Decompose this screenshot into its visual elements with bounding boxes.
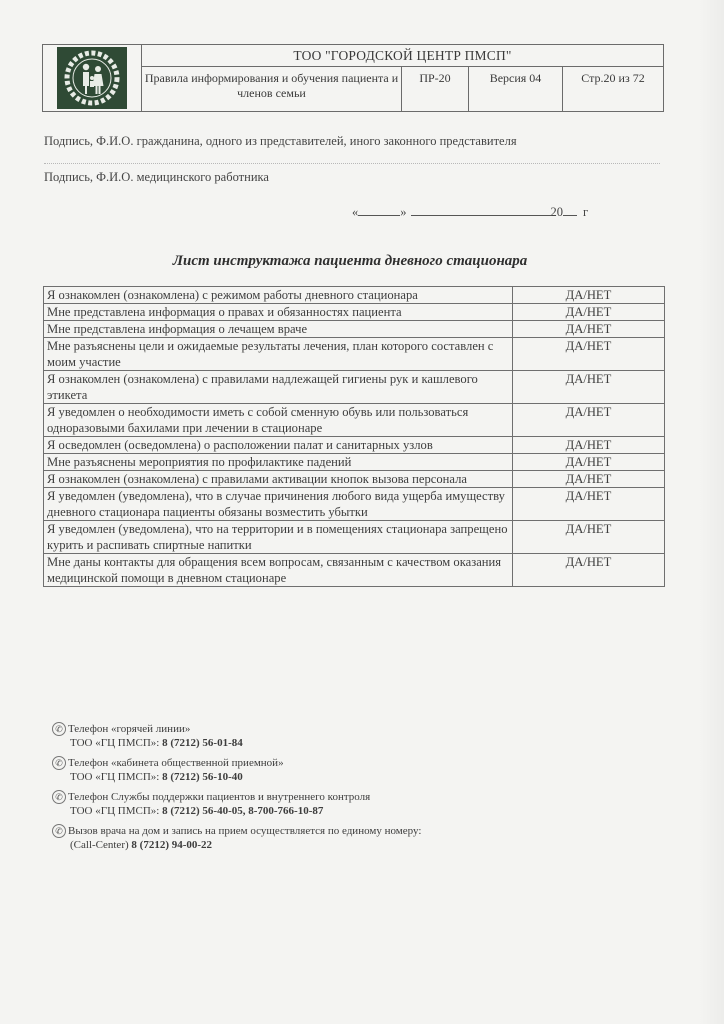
contact-phone[interactable]: 8 (7212) 94-00-22: [131, 839, 213, 851]
contact-org: ТОО «ГЦ ПМСП»:: [70, 771, 160, 783]
table-row: [44, 371, 665, 404]
instruction-text: Я ознакомлен (ознакомлена) с режимом работы дневного стационара: [44, 287, 513, 304]
instruction-text: Я ознакомлен (ознакомлена) с правилами надлежащей гигиены рук и кашлевого этикета: [44, 371, 513, 404]
answer-option[interactable]: ДА/НЕТ: [513, 554, 665, 587]
phone-icon: ✆: [52, 824, 66, 838]
document-header: [42, 44, 664, 112]
contact-item: [52, 722, 421, 750]
citizen-signature-line: [44, 163, 660, 164]
instruction-text: Я уведомлен о необходимости иметь с собой сменную обувь или пользоваться одноразовыми бахилами при лечении в стационаре: [44, 404, 513, 437]
table-row: [44, 437, 665, 454]
phone-icon: ✆: [52, 722, 66, 736]
contact-item: [52, 824, 421, 852]
table-row: [44, 304, 665, 321]
logo-cell: [43, 45, 142, 111]
contact-item: [52, 790, 421, 818]
table-row: [44, 554, 665, 587]
instruction-text: Мне представлена информация о правах и обязанностях пациента: [44, 304, 513, 321]
date-field: [352, 203, 588, 220]
citizen-signature-label: Подпись, Ф.И.О. гражданина, одного из представителей, иного законного представителя: [44, 134, 517, 148]
answer-option[interactable]: ДА/НЕТ: [513, 521, 665, 554]
instruction-text: Я уведомлен (уведомлена), что на территории и в помещениях стационара запрещено курить и распивать спиртные напитки: [44, 521, 513, 554]
answer-option[interactable]: ДА/НЕТ: [513, 404, 665, 437]
table-row: [44, 471, 665, 488]
date-open-quote: «: [352, 205, 359, 219]
page-number: Стр.20 из 72: [581, 71, 645, 85]
doc-version: Версия 04: [469, 67, 563, 111]
table-row: [44, 404, 665, 437]
date-year-prefix: 20: [550, 205, 563, 219]
phone-icon: ✆: [52, 756, 66, 770]
date-year-suffix: г: [583, 205, 589, 219]
date-month-blank: [411, 203, 551, 216]
answer-option[interactable]: ДА/НЕТ: [513, 304, 665, 321]
contact-phone[interactable]: 8 (7212) 56-10-40: [162, 771, 243, 783]
answer-option[interactable]: ДА/НЕТ: [513, 321, 665, 338]
table-row: [44, 521, 665, 554]
doc-title: Правила информирования и обучения пациента и членов семьи: [142, 67, 402, 111]
doc-code: ПР-20: [402, 67, 469, 111]
table-row: [44, 488, 665, 521]
org-name: ТОО "ГОРОДСКОЙ ЦЕНТР ПМСП": [142, 45, 663, 67]
table-row: [44, 287, 665, 304]
contact-org: (Call-Center): [70, 839, 129, 851]
instruction-table: [43, 286, 665, 587]
answer-option[interactable]: ДА/НЕТ: [513, 371, 665, 404]
date-year-blank: [563, 203, 577, 216]
answer-option[interactable]: ДА/НЕТ: [513, 454, 665, 471]
contact-item: [52, 756, 421, 784]
instruction-text: Я осведомлен (осведомлена) о расположении палат и санитарных узлов: [44, 437, 513, 454]
answer-option[interactable]: ДА/НЕТ: [513, 488, 665, 521]
contact-label: Телефон «кабинета общественной приемной»: [68, 757, 284, 769]
contact-label: Телефон Службы поддержки пациентов и внутреннего контроля: [68, 791, 371, 803]
family-logo-icon: [57, 47, 127, 109]
date-close-quote: »: [400, 205, 407, 219]
answer-option[interactable]: ДА/НЕТ: [513, 437, 665, 454]
contacts-block: [52, 722, 421, 858]
contact-org: ТОО «ГЦ ПМСП»:: [70, 737, 160, 749]
answer-option[interactable]: ДА/НЕТ: [513, 471, 665, 488]
instruction-text: Мне представлена информация о лечащем враче: [44, 321, 513, 338]
contact-org: ТОО «ГЦ ПМСП»:: [70, 805, 160, 817]
page-title: Лист инструктажа пациента дневного стационара: [172, 253, 528, 269]
phone-icon: ✆: [52, 790, 66, 804]
table-row: [44, 321, 665, 338]
answer-option[interactable]: ДА/НЕТ: [513, 338, 665, 371]
date-day-blank: [358, 203, 400, 216]
contact-phone[interactable]: 8 (7212) 56-40-05, 8-700-766-10-87: [162, 805, 324, 817]
instruction-text: Мне даны контакты для обращения всем вопросам, связанным с качеством оказания медицинской помощи в дневном стационаре: [44, 554, 513, 587]
instruction-text: Я ознакомлен (ознакомлена) с правилами активации кнопок вызова персонала: [44, 471, 513, 488]
scan-edge-shadow: [698, 0, 724, 1024]
table-row: [44, 454, 665, 471]
table-row: [44, 338, 665, 371]
instruction-text: Мне разъяснены цели и ожидаемые результаты лечения, план которого составлен с моим участие: [44, 338, 513, 371]
medic-signature-label: Подпись, Ф.И.О. медицинского работника: [44, 170, 269, 184]
contact-label: Вызов врача на дом и запись на прием осуществляется по единому номеру:: [68, 825, 422, 837]
contact-phone[interactable]: 8 (7212) 56-01-84: [162, 737, 243, 749]
instruction-text: Я уведомлен (уведомлена), что в случае причинения любого вида ущерба имуществу дневного стационара пациенты обязаны возместить убытки: [44, 488, 513, 521]
answer-option[interactable]: ДА/НЕТ: [513, 287, 665, 304]
contact-label: Телефон «горячей линии»: [68, 723, 191, 735]
instruction-text: Мне разъяснены мероприятия по профилактике падений: [44, 454, 513, 471]
